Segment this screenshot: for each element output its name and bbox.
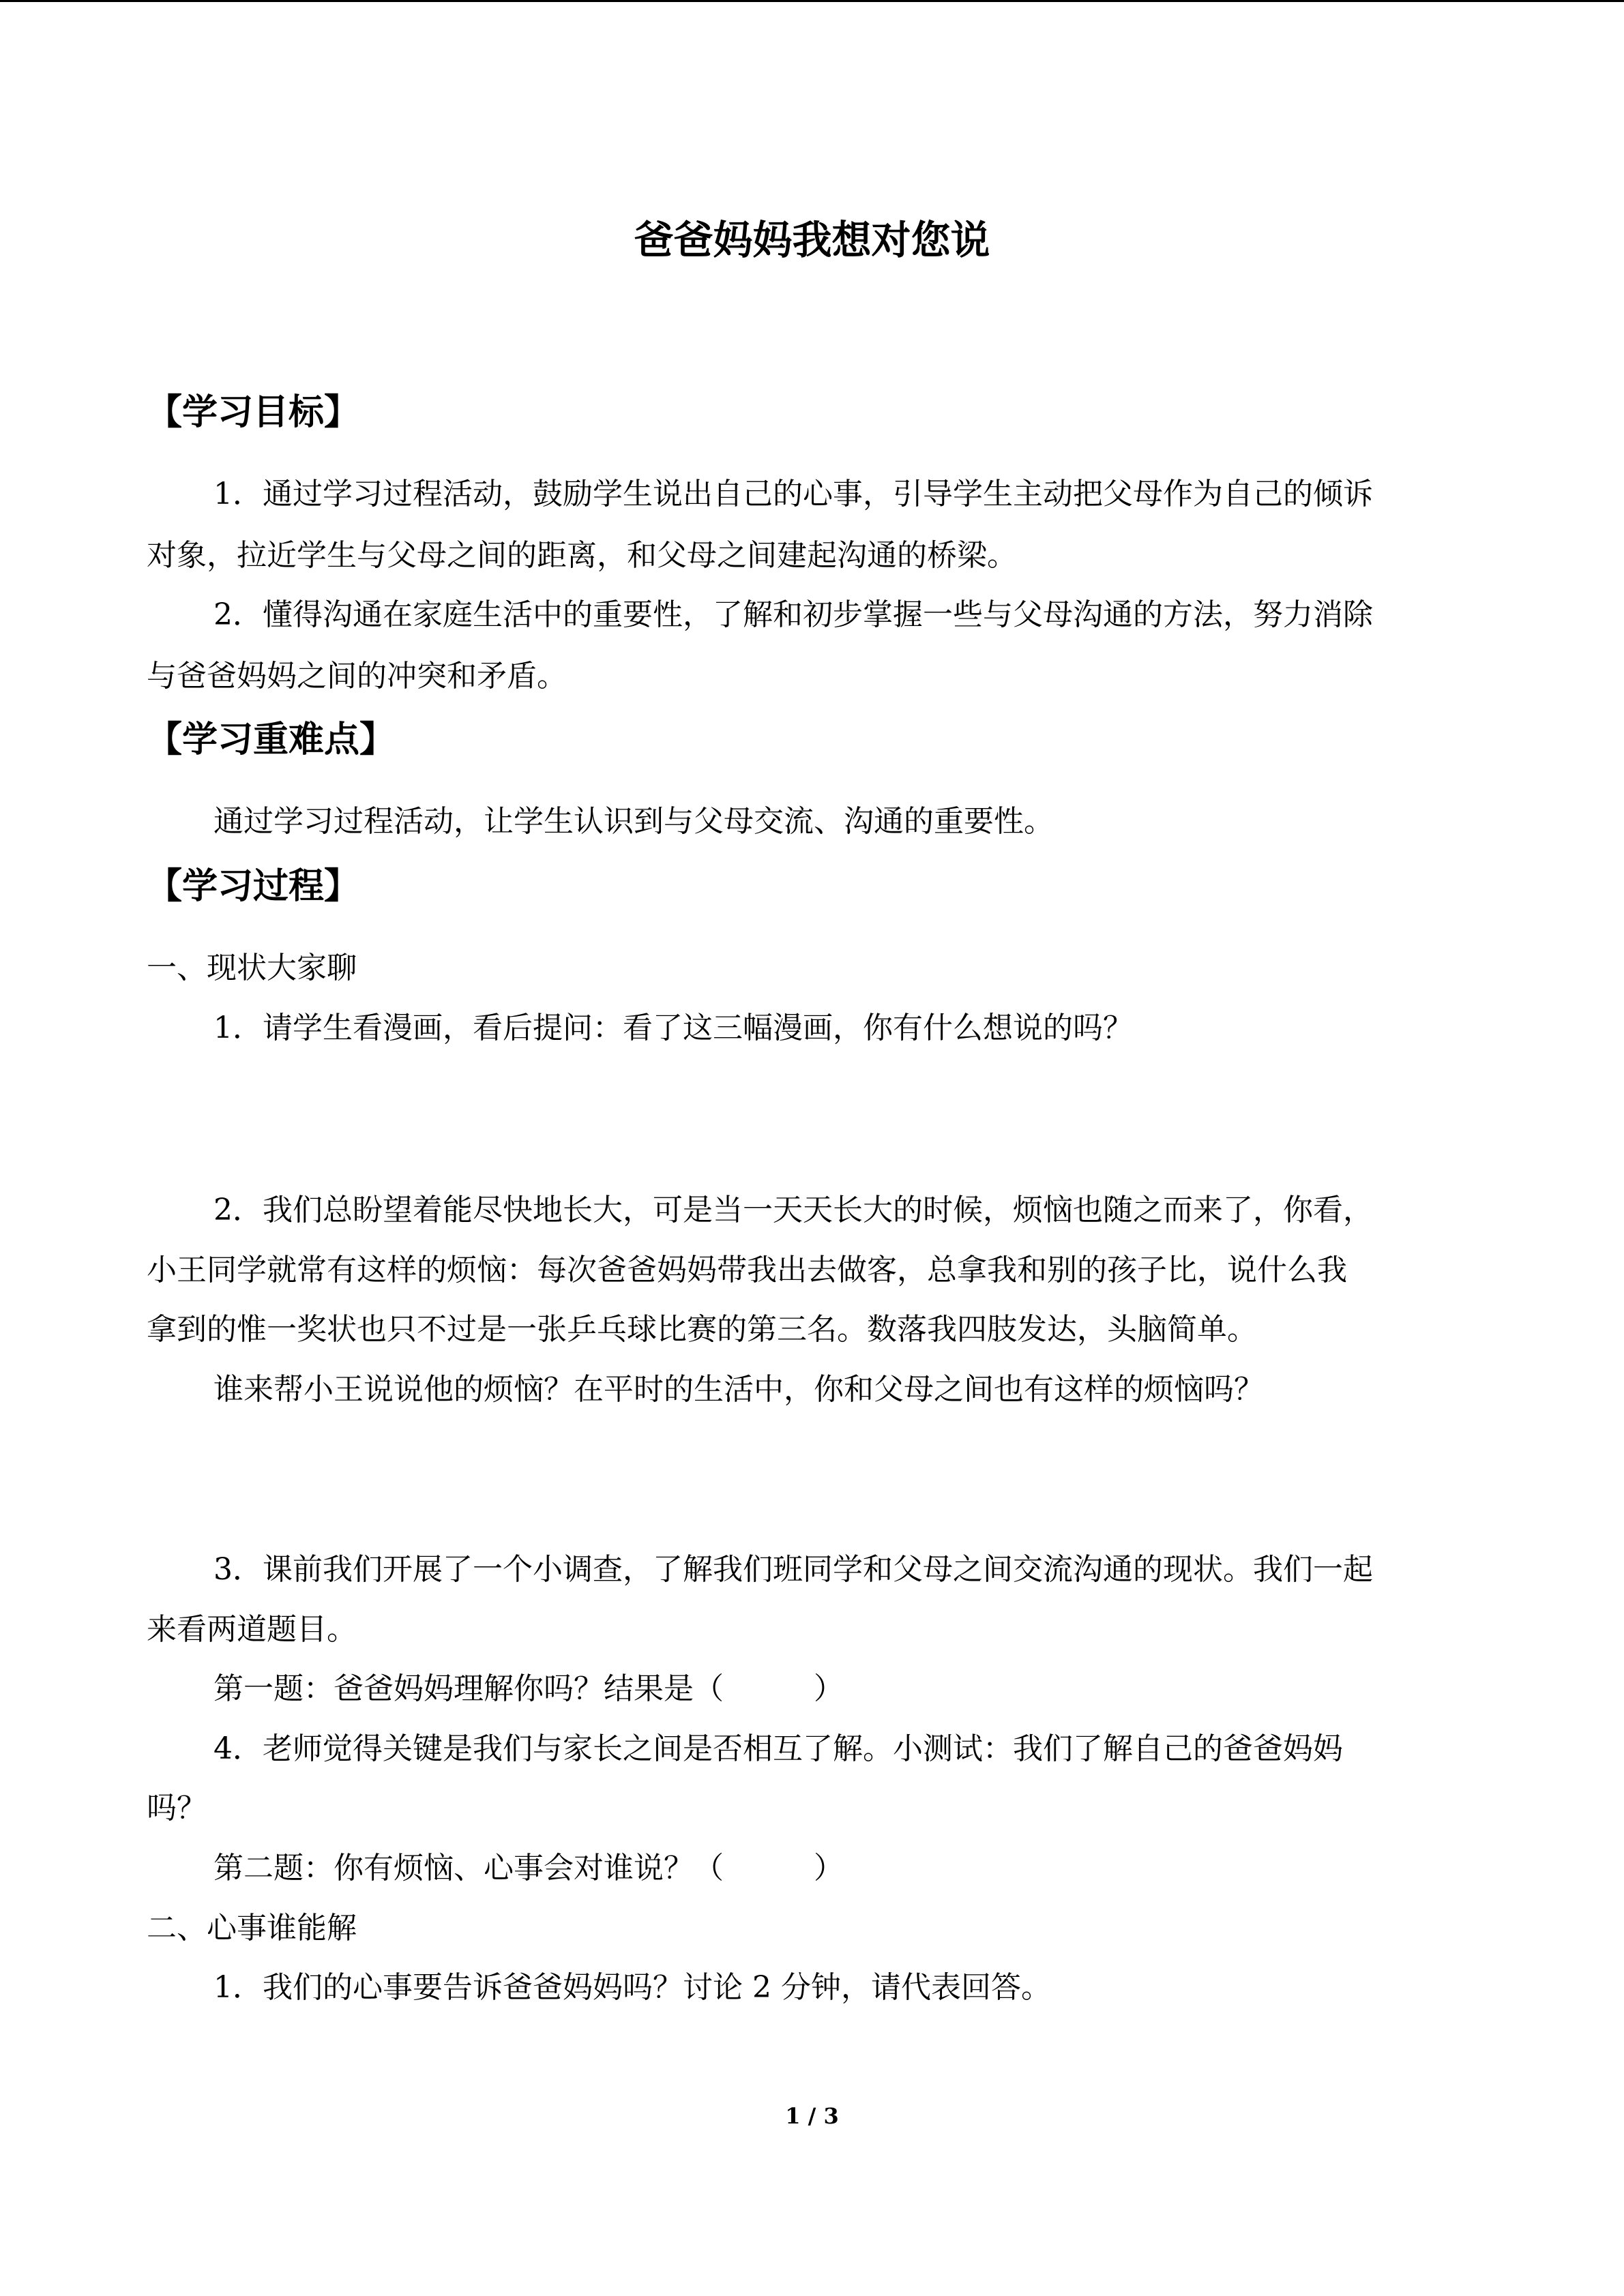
process-line: 2．我们总盼望着能尽快地长大，可是当一天天长大的时候，烦恼也随之而来了，你看， bbox=[213, 1193, 1373, 1227]
page-title: 爸爸妈妈我想对您说 bbox=[634, 217, 990, 263]
section-heading-key-points: 【学习重难点】 bbox=[147, 719, 396, 760]
process-line: 来看两道题目。 bbox=[147, 1612, 357, 1647]
question-line: 第一题：爸爸妈妈理解你吗？结果是（ ） bbox=[213, 1671, 844, 1706]
top-border bbox=[0, 0, 1624, 2]
process-line: 4．老师觉得关键是我们与家长之间是否相互了解。小测试：我们了解自己的爸爸妈妈 bbox=[213, 1731, 1343, 1766]
goal-paragraph-line: 1．通过学习过程活动，鼓励学生说出自己的心事，引导学生主动把父母作为自己的倾诉 bbox=[213, 477, 1373, 511]
process-line: 谁来帮小王说说他的烦恼？在平时的生活中，你和父母之间也有这样的烦恼吗？ bbox=[213, 1372, 1264, 1407]
process-line: 3．课前我们开展了一个小调查，了解我们班同学和父母之间交流沟通的现状。我们一起 bbox=[213, 1552, 1373, 1587]
question-line: 第二题：你有烦恼、心事会对谁说？（ ） bbox=[213, 1851, 844, 1885]
page-number: 1 / 3 bbox=[785, 2103, 839, 2129]
process-subheading: 一、现状大家聊 bbox=[147, 951, 357, 985]
process-line: 吗？ bbox=[147, 1791, 207, 1825]
key-point-line: 通过学习过程活动，让学生认识到与父母交流、沟通的重要性。 bbox=[213, 804, 1054, 839]
goal-paragraph-line: 与爸爸妈妈之间的冲突和矛盾。 bbox=[147, 659, 567, 694]
process-subheading: 二、心事谁能解 bbox=[147, 1911, 357, 1945]
section-heading-goals: 【学习目标】 bbox=[147, 392, 360, 433]
process-line: 1．我们的心事要告诉爸爸妈妈吗？讨论 2 分钟，请代表回答。 bbox=[213, 1970, 1051, 2005]
process-line: 1．请学生看漫画，看后提问：看了这三幅漫画，你有什么想说的吗？ bbox=[213, 1011, 1133, 1045]
goal-paragraph-line: 2．懂得沟通在家庭生活中的重要性，了解和初步掌握一些与父母沟通的方法，努力消除 bbox=[213, 597, 1373, 632]
process-line: 拿到的惟一奖状也只不过是一张乒乓球比赛的第三名。数落我四肢发达，头脑简单。 bbox=[147, 1312, 1257, 1347]
goal-paragraph-line: 对象，拉近学生与父母之间的距离，和父母之间建起沟通的桥梁。 bbox=[147, 538, 1017, 573]
process-line: 小王同学就常有这样的烦恼：每次爸爸妈妈带我出去做客，总拿我和别的孩子比，说什么我 bbox=[147, 1253, 1347, 1287]
section-heading-process: 【学习过程】 bbox=[147, 866, 360, 907]
